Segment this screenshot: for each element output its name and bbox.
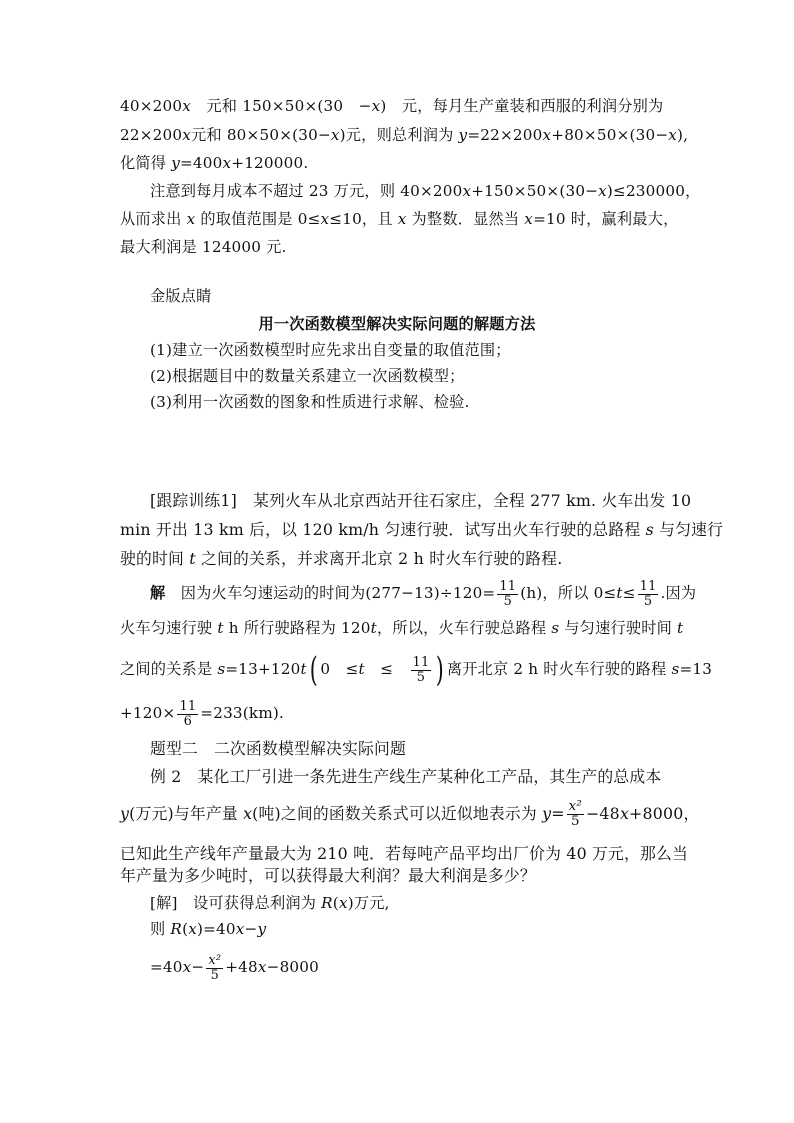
answer-line: =40x− $\frac{\text{x²}}{5}$ +48x−8000 <box>150 952 320 983</box>
paragraph-line: 从而求出 x 的取值范围是 0≤x≤10，且 x 为整数．显然当 x=10 时，赢利最大， <box>120 210 679 228</box>
exercise-line: [跟踪训练1] 某列火车从北京西站开往石家庄，全程 277 km. 火车出发 10 <box>150 491 692 510</box>
summary-item: (2)根据题目中的数量关系建立一次函数模型； <box>150 367 465 385</box>
example-line: y(万元)与年产量 x(吨)之间的函数关系式可以近似地表示为 y= $\frac{\text{x²}}{5}$ −48x+8000， <box>120 798 700 829</box>
fraction: $\frac{\text{x²}}{5}$ <box>568 798 582 829</box>
paragraph-line: 注意到每月成本不超过 23 万元，则 40×200x+150×50×(30−x)≤230000， <box>150 182 701 200</box>
solution-line: +120× $\frac{11}{6}$ =233(km). <box>120 698 285 729</box>
answer-line: 则 R(x)=40x−y <box>150 920 267 938</box>
exercise-line: min 开出 13 km 后，以 120 km/h 匀速行驶．试写出火车行驶的总路程 s 与匀速行 <box>120 520 724 539</box>
section-heading: 题型二 二次函数模型解决实际问题 <box>150 739 406 758</box>
solution-line: 解 因为火车匀速运动的时间为(277−13)÷120= $\frac{11}{5}$ (h)，所以 0≤t≤ $\frac{11}{5}$ .因为 <box>150 578 697 609</box>
summary-item: (3)利用一次函数的图象和性质进行求解、检验. <box>150 393 470 411</box>
fraction: $\frac{11}{5}$ <box>499 578 517 609</box>
paragraph-line: 化简得 y=400x+120000. <box>120 154 309 172</box>
solution-line: 之间的关系是 s=13+120t( 0 ≤t ≤ $\frac{11}{5}$ ) 离开北京 2 h 时火车行驶的路程 s=13 <box>120 650 713 690</box>
example-line: 年产量为多少吨时，可以获得最大利润？最大利润是多少？ <box>120 866 536 885</box>
exercise-line: 驶的时间 t 之间的关系，并求离开北京 2 h 时火车行驶的路程. <box>120 549 563 568</box>
solution-line: 火车匀速行驶 t h 所行驶路程为 120t，所以，火车行驶总路程 s 与匀速行驶时间 t <box>120 619 684 637</box>
fraction: $\frac{11}{5}$ <box>412 654 430 685</box>
example-line: 已知此生产线年产量最大为 210 吨．若每吨产品平均出厂价为 40 万元，那么当 <box>120 844 689 863</box>
fraction: $\frac{11}{6}$ <box>179 698 197 729</box>
paragraph-line: 40×200x 元和 150×50×(30 −x) 元，每月生产童装和西服的利润分别为 <box>120 97 664 115</box>
summary-title: 用一次函数模型解决实际问题的解题方法 <box>258 315 536 333</box>
fraction: $\frac{11}{5}$ <box>639 578 657 609</box>
example-line: 例 2 某化工厂引进一条先进生产线生产某种化工产品，其生产的总成本 <box>150 767 662 786</box>
paragraph-line: 22×200x元和 80×50×(30−x)元，则总利润为 y=22×200x+80×50×(30−x), <box>120 126 689 144</box>
summary-label: 金版点睛 <box>150 287 212 305</box>
paragraph-line: 最大利润是 124000 元. <box>120 238 287 256</box>
answer-line: [解] 设可获得总利润为 R(x)万元, <box>150 894 390 912</box>
summary-item: (1)建立一次函数模型时应先求出自变量的取值范围； <box>150 341 511 359</box>
fraction: $\frac{\text{x²}}{5}$ <box>208 952 222 983</box>
